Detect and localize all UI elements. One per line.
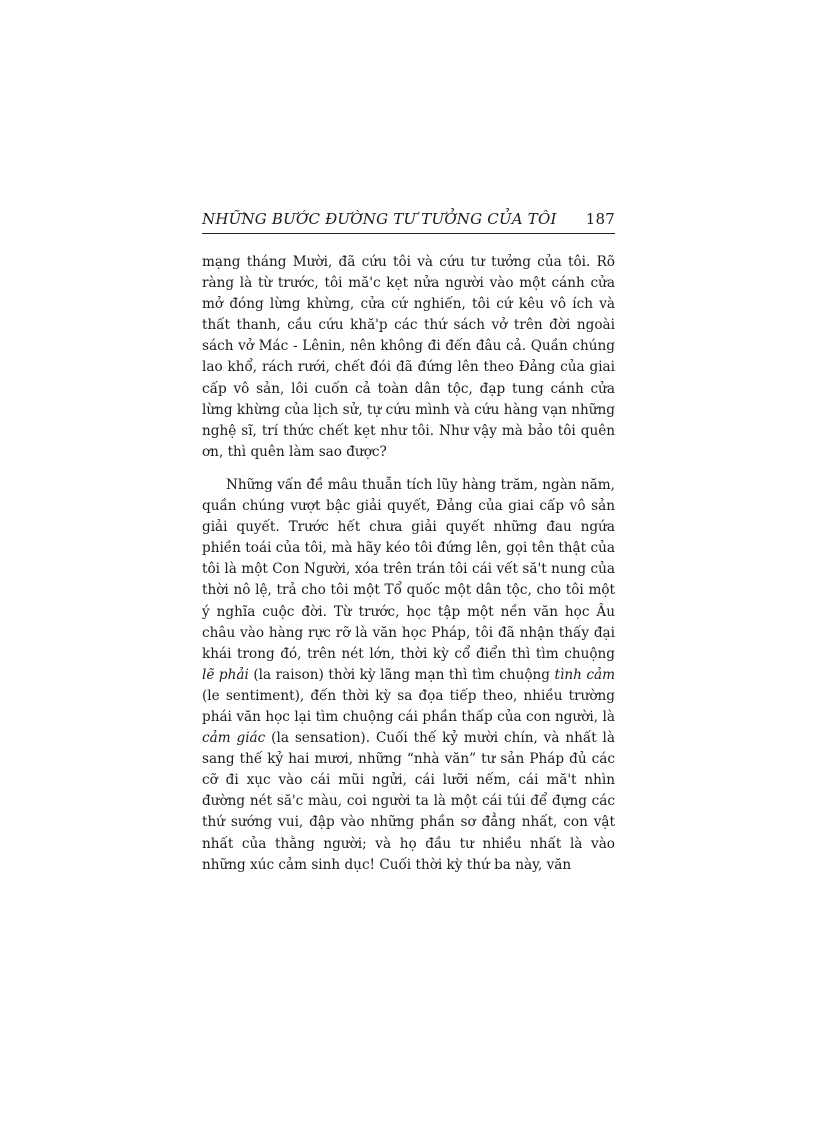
emphasis-tinh-cam: tình cảm — [554, 666, 615, 683]
paragraph-2-text: (la sensation). Cuối thế kỷ mười chín, và nhất là sang thế kỷ hai mươi, những “nhà văn” tư sản Pháp đủ các cỡ đi xục vào cái mũi ngửi, cái lưỡi nếm, cái mă't nhìn đường nét să'c màu, coi người ta là một cái túi để đựng các thứ sướng vui, đập vào những phần sơ đẳng nhất, con vật nhất của thằng người; và họ đầu tư nhiều nhất là vào những xúc cảm sinh dục! Cuối thời kỳ thứ ba này, văn — [202, 730, 615, 873]
paragraph-2-text: (la raison) thời kỳ lãng mạn thì tìm chuộng — [248, 666, 555, 683]
body-text — [202, 252, 615, 876]
paragraph-1: mạng tháng Mười, đã cứu tôi và cứu tư tưởng của tôi. Rõ ràng là từ trước, tôi mă'c kẹt nửa người vào một cánh cửa mở đóng lừng khừng, cửa cứ nghiến, tôi cứ kêu vô ích và thất thanh, cầu cứu khă'p các thứ sách vở trên đời ngoài sách vở Mác - Lênin, nên không đi đến đâu cả. Quần chúng lao khổ, rách rưới, chết đói đã đứng lên theo Đảng của giai cấp vô sản, lôi cuốn cả toàn dân tộc, đạp tung cánh cửa lừng khừng của lịch sử, tự cứu mình và cứu hàng vạn những nghệ sĩ, trí thức chết kẹt như tôi. Như vậy mà bảo tôi quên ơn, thì quên làm sao được? — [202, 254, 615, 460]
chapter-title: NHỮNG BƯỚC ĐƯỜNG TƯ TƯỞNG CỦA TÔI — [202, 210, 557, 228]
emphasis-cam-giac: cảm giác — [202, 730, 266, 747]
paragraph-2-text: (le sentiment), đến thời kỳ sa đọa tiếp theo, nhiều trường phái văn học lại tìm chuộng cái phần thấp của con người, là — [202, 687, 615, 725]
running-header — [202, 210, 615, 234]
page-number: 187 — [585, 210, 615, 228]
paragraph-2 — [202, 475, 615, 876]
emphasis-le-phai: lẽ phải — [202, 666, 249, 683]
paragraph-2-text: Những vấn đề mâu thuẫn tích lũy hàng trăm, ngàn năm, quần chúng vượt bậc giải quyết, Đảng của giai cấp vô sản giải quyết. Trước hết chưa giải quyết những đau ngứa phiền toái của tôi, mà hãy kéo tôi đứng lên, gọi tên thật của tôi là một Con Người, xóa trên trán tôi cái vết să't nung của thời nô lệ, trả cho tôi một Tổ quốc một dân tộc, cho tôi một ý nghĩa cuộc đời. Từ trước, học tập một nền văn học Âu châu vào hàng rực rỡ là văn học Pháp, tôi đã nhận thấy đại khái trong đó, trên nét lớn, thời kỳ cổ điển thì tìm chuộng — [202, 476, 615, 662]
book-page — [202, 210, 615, 876]
